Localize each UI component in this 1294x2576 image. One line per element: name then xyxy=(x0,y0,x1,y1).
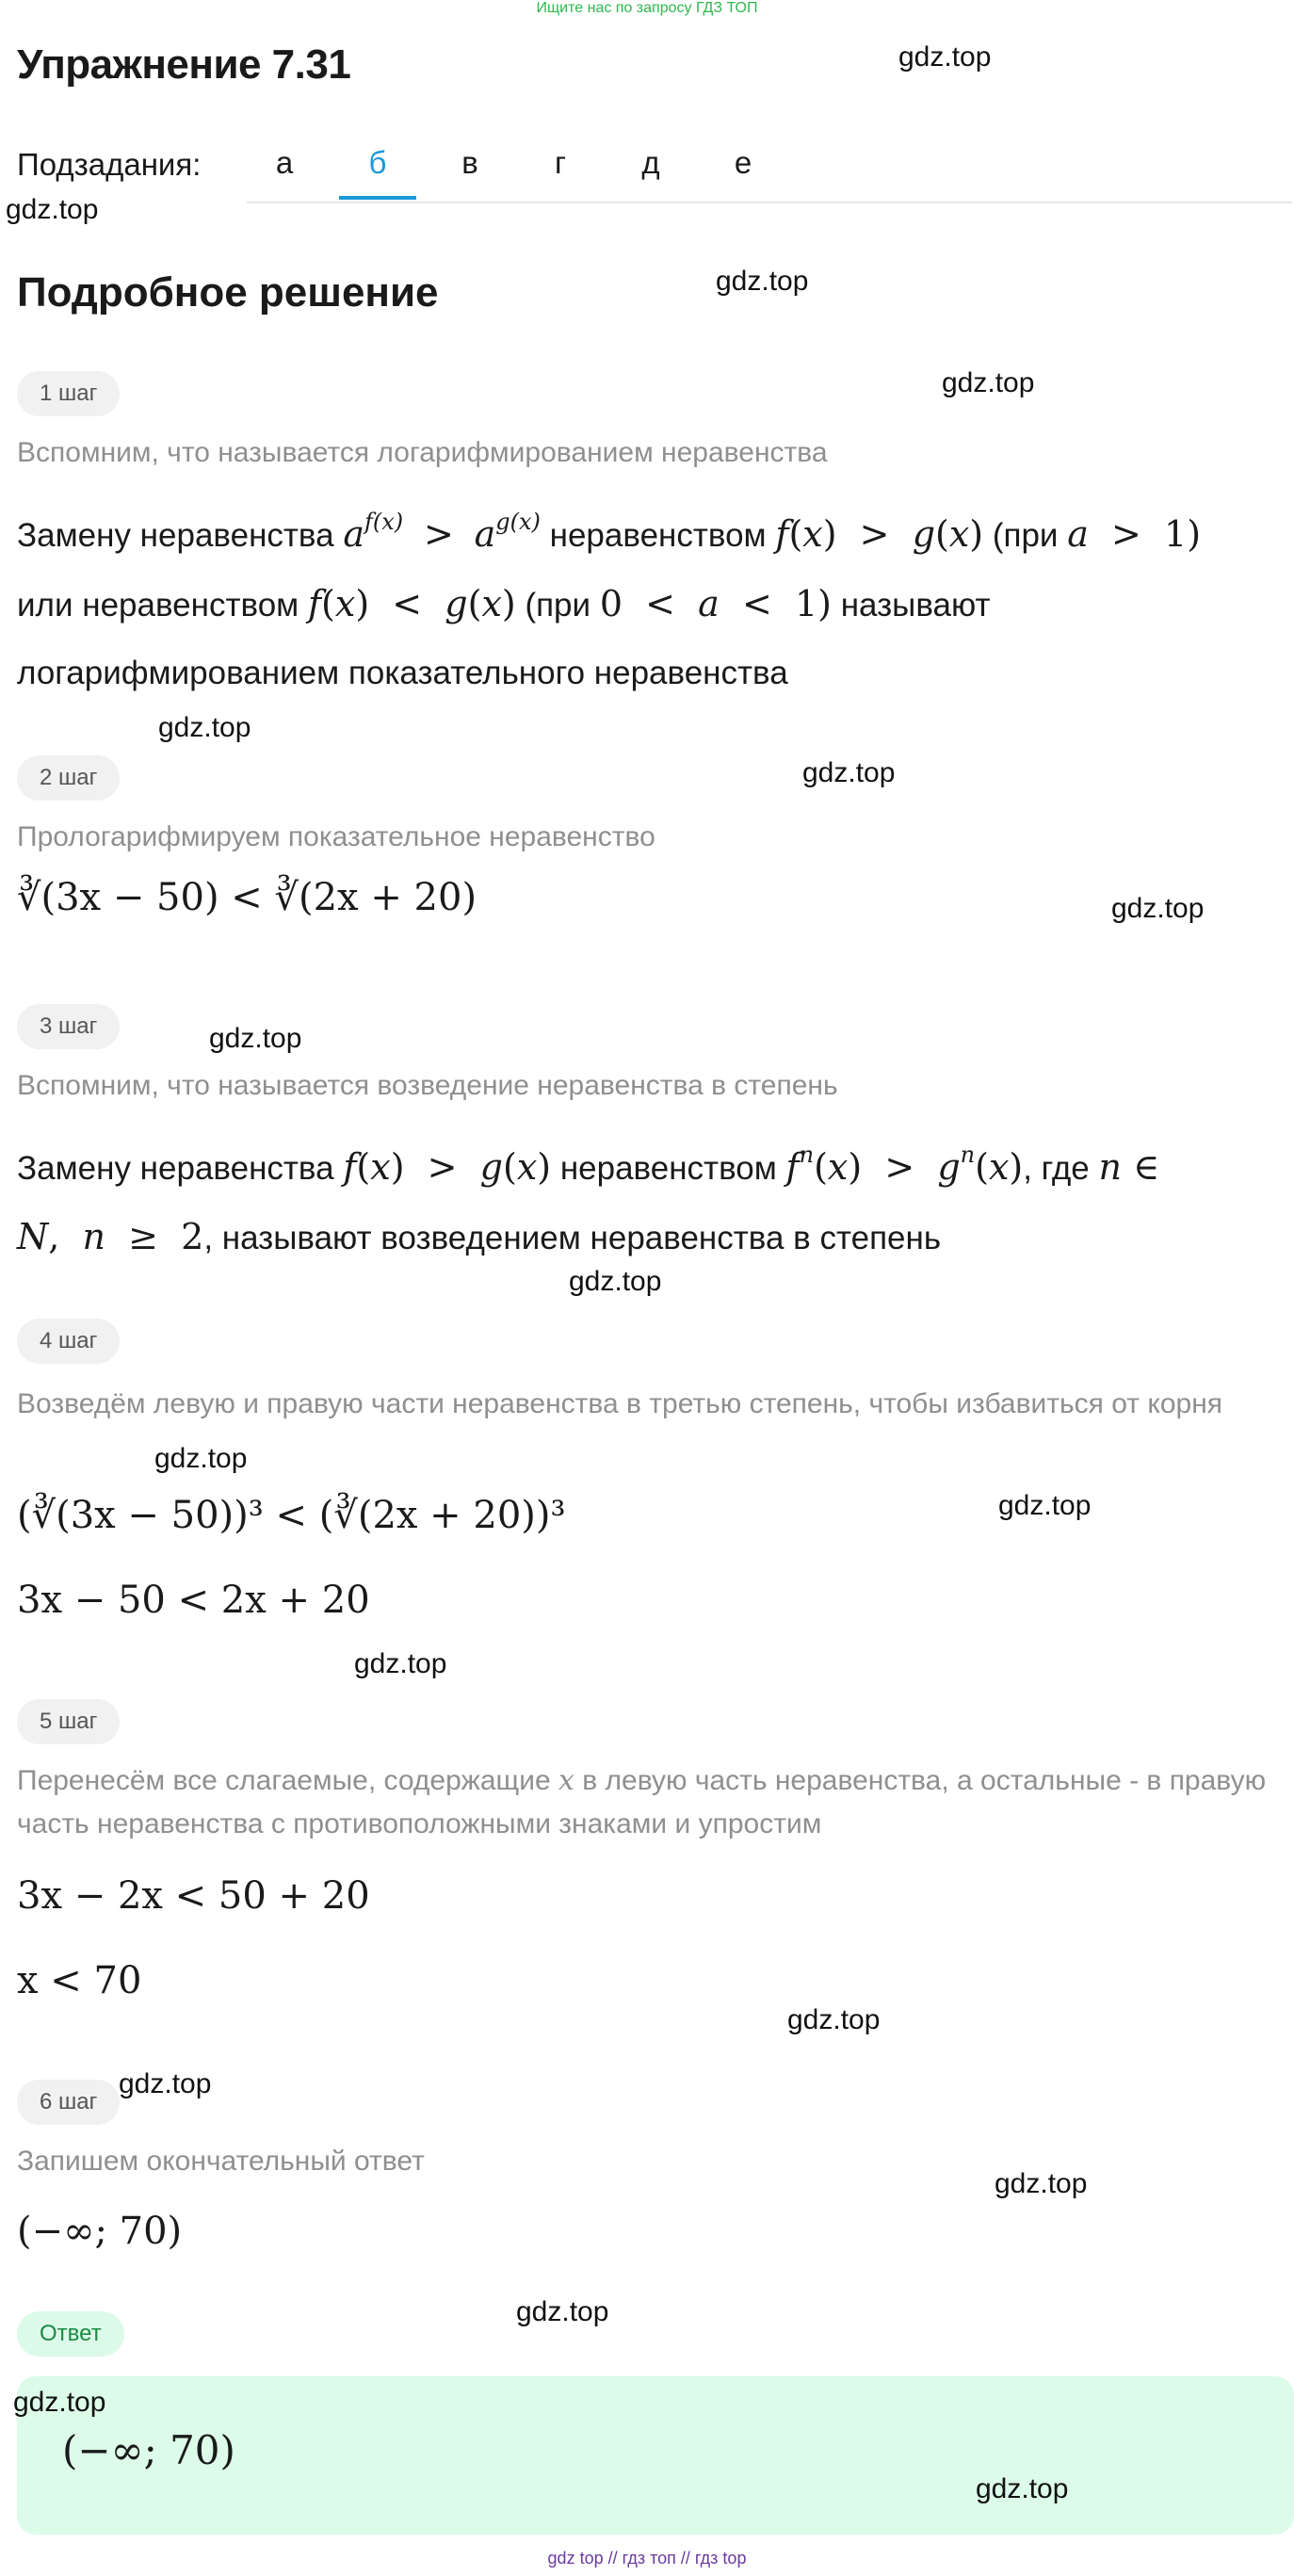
tab-e[interactable]: е xyxy=(734,145,752,180)
step-6-formula: (−∞; 70) xyxy=(17,2210,183,2253)
step-5-hint: Перенесём все слагаемые, содержащие x в левую часть неравенства, а остальные - в правую часть неравенства с противоположными знаками и упростим xyxy=(17,1764,1267,1839)
watermark: gdz.top xyxy=(995,2168,1088,2199)
step-4-badge: 4 шаг xyxy=(17,1319,120,1364)
answer-badge: Ответ xyxy=(17,2311,124,2357)
step-1-badge: 1 шаг xyxy=(17,371,120,416)
tab-v[interactable]: в xyxy=(461,145,478,180)
tab-b[interactable]: б xyxy=(368,145,387,180)
step-1-text: Замену неравенства $a^{f(x)} > a^{g(x)}$ неравенством f(x) > g(x) (при a > 1) или неравенством f(x) < g(x) (при 0 < a < 1) называют логарифмированием показательного неравенства xyxy=(17,509,1202,691)
watermark: gdz.top xyxy=(976,2473,1069,2504)
watermark: gdz.top xyxy=(1111,893,1205,924)
step-6-hint: Запишем окончательный ответ xyxy=(17,2146,425,2177)
watermark: gdz.top xyxy=(209,1023,302,1054)
step-5-badge: 5 шаг xyxy=(17,1699,120,1744)
answer-value: (−∞; 70) xyxy=(62,2427,235,2473)
step-3-badge: 3 шаг xyxy=(17,1004,120,1049)
watermark: gdz.top xyxy=(119,2068,212,2099)
section-title: Подробное решение xyxy=(17,269,439,316)
tab-a[interactable]: а xyxy=(275,145,294,180)
active-tab-indicator xyxy=(339,196,416,200)
step-2-badge: 2 шаг xyxy=(17,755,120,801)
answer-box xyxy=(17,2376,1294,2535)
footer: gdz top // гдз топ // гдз top xyxy=(547,2549,747,2568)
watermark: gdz.top xyxy=(716,266,809,297)
watermark: gdz.top xyxy=(158,712,251,743)
watermark: gdz.top xyxy=(898,41,992,73)
page-title: Упражнение 7.31 xyxy=(17,41,351,88)
tab-g[interactable]: г xyxy=(554,145,567,180)
step-3-text: Замену неравенства f(x) > g(x) неравенством $f^n(x) > g^n(x)$, где n ∈ N, n ≥ 2, называют возведением неравенства в степень xyxy=(17,1142,1160,1257)
step-3-hint: Вспомним, что называется возведение неравенства в степень xyxy=(17,1070,838,1101)
step-6-badge: 6 шаг xyxy=(17,2080,120,2125)
watermark: gdz.top xyxy=(6,194,99,225)
subtasks-label: Подзадания: xyxy=(17,147,202,182)
step-4-hint: Возведём левую и правую части неравенства в третью степень, чтобы избавиться от корня xyxy=(17,1388,1223,1419)
watermark: gdz.top xyxy=(802,757,896,788)
step-2-hint: Прологарифмируем показательное неравенство xyxy=(17,821,655,852)
step-1-hint: Вспомним, что называется логарифмированием неравенства xyxy=(17,437,828,468)
watermark: gdz.top xyxy=(154,1443,248,1474)
watermark: gdz.top xyxy=(569,1266,662,1297)
watermark: gdz.top xyxy=(998,1490,1092,1521)
step-4-formula-2: 3x − 50 < 2x + 20 xyxy=(17,1579,370,1622)
step-4-formula-1: (∛(3x − 50))³ < (∛(2x + 20))³ xyxy=(17,1494,566,1537)
step-5-formula-2: x < 70 xyxy=(17,1959,142,2002)
step-5-formula-1: 3x − 2x < 50 + 20 xyxy=(17,1874,370,1918)
subtask-tabs xyxy=(247,128,1292,203)
watermark: gdz.top xyxy=(787,2004,881,2035)
step-2-formula: ∛(3x − 50) < ∛(2x + 20) xyxy=(17,876,477,919)
tab-d[interactable]: д xyxy=(641,145,660,180)
watermark: gdz.top xyxy=(942,367,1035,398)
watermark: gdz.top xyxy=(516,2296,609,2327)
watermark: gdz.top xyxy=(354,1648,447,1679)
watermark: gdz.top xyxy=(13,2387,106,2418)
top-banner: Ищите нас по запросу ГДЗ ТОП xyxy=(536,0,758,16)
